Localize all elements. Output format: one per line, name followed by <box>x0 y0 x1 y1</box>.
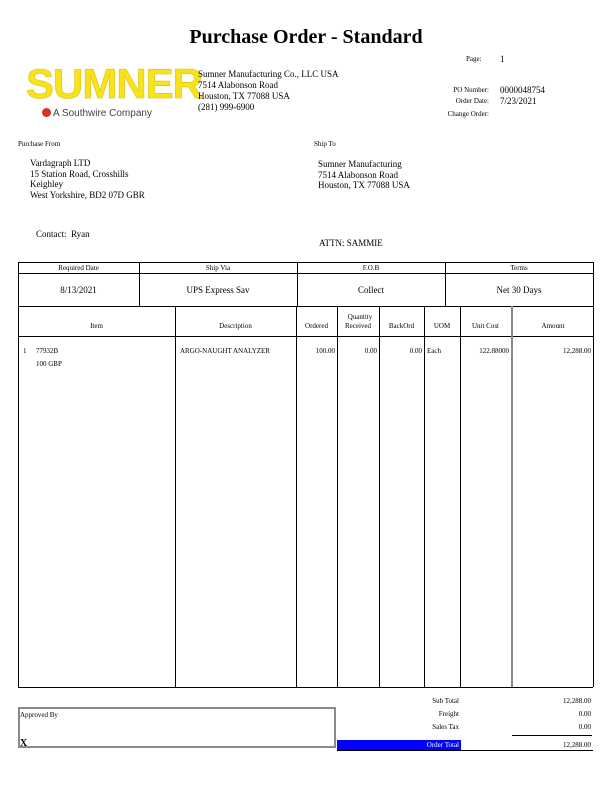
item-uom: Each <box>427 347 441 355</box>
ship-to-address <box>318 159 410 191</box>
fob-value: Collect <box>358 285 384 295</box>
contact-label: Contact: <box>36 229 67 239</box>
quantity-group-label: Quantity <box>347 313 373 321</box>
logo-wordmark: SUMNER <box>26 60 203 107</box>
vendor-address <box>30 158 145 200</box>
description-header: Description <box>219 322 252 330</box>
item-number: 77932B <box>36 347 59 355</box>
gear-icon <box>42 108 51 117</box>
line-number: 1 <box>23 347 27 355</box>
item-header: Item <box>90 322 103 330</box>
sales-tax-value: 0.00 <box>578 723 591 731</box>
vendor-line: Vardagraph LTD <box>30 158 91 168</box>
order-date: 7/23/2021 <box>500 96 537 106</box>
order-date-label: Order Date: <box>455 97 489 105</box>
page-label: Page: <box>466 55 482 63</box>
item-unit-cost: 122.88000 <box>479 347 509 355</box>
ship-to-label: Ship To <box>314 140 336 148</box>
fob-header: F.O.B <box>362 264 380 272</box>
amount-header: Amount <box>541 322 565 330</box>
freight-value: 0.00 <box>578 710 591 718</box>
sub-total-value: 12,288.00 <box>563 697 591 705</box>
required-date-value: 8/13/2021 <box>60 285 97 295</box>
ship-to-attn: ATTN: SAMMIE <box>319 238 383 248</box>
purchase-from-label: Purchase From <box>18 140 61 148</box>
change-order-label: Change Order: <box>447 110 489 118</box>
po-number-label: PO Number: <box>453 86 489 94</box>
terms-header: Terms <box>510 264 528 272</box>
vendor-contact <box>36 229 90 239</box>
company-street: 7514 Alabonson Road <box>198 80 278 90</box>
company-logo <box>26 60 203 122</box>
sales-tax-label: Sales Tax <box>432 723 459 731</box>
ordered-header: Ordered <box>305 322 328 330</box>
po-number: 0000048754 <box>500 85 545 95</box>
item-note: 100 GBP <box>36 360 62 368</box>
uom-header: UOM <box>433 322 451 330</box>
order-total-value: 12,288.00 <box>563 741 591 749</box>
company-phone: (281) 999-6900 <box>198 102 255 112</box>
signature-mark: X <box>20 738 28 749</box>
freight-label: Freight <box>438 710 459 718</box>
required-date-header: Required Date <box>58 264 99 272</box>
page-number: 1 <box>500 54 505 64</box>
sub-total-label: Sub Total <box>432 697 459 705</box>
vendor-line: Keighley <box>30 179 63 189</box>
item-received: 0.00 <box>364 347 377 355</box>
ship-via-value: UPS Express Sav <box>186 285 250 295</box>
item-description: ARGO-NAUGHT ANALYZER <box>180 347 270 355</box>
backord-header: BackOrd <box>388 322 415 330</box>
contact-name: Ryan <box>71 229 90 239</box>
order-total-label: Order Total <box>426 741 459 749</box>
document-title: Purchase Order - Standard <box>189 26 423 48</box>
unit-cost-header: Unit Cost <box>471 322 500 330</box>
approval-box <box>18 707 336 748</box>
item-ordered: 100.00 <box>315 347 335 355</box>
vendor-line: West Yorkshire, BD2 07D GBR <box>30 189 145 200</box>
received-header: Received <box>344 322 372 330</box>
terms-value: Net 30 Days <box>496 285 542 295</box>
logo-tagline: A Southwire Company <box>42 108 152 119</box>
company-name: Sumner Manufacturing Co., LLC USA <box>198 69 339 79</box>
ship-to-line: Sumner Manufacturing <box>318 159 402 169</box>
ship-via-header: Ship Via <box>205 264 231 272</box>
company-address <box>198 69 338 113</box>
company-city: Houston, TX 77088 USA <box>198 91 290 101</box>
vendor-line: 15 Station Road, Crosshills <box>30 168 129 179</box>
item-backord: 0.00 <box>409 347 422 355</box>
ship-to-line: Houston, TX 77088 USA <box>318 180 410 190</box>
item-amount: 12,288.00 <box>563 347 591 355</box>
ship-to-line: 7514 Alabonson Road <box>318 169 398 180</box>
approved-by-label: Approved By <box>20 711 58 719</box>
